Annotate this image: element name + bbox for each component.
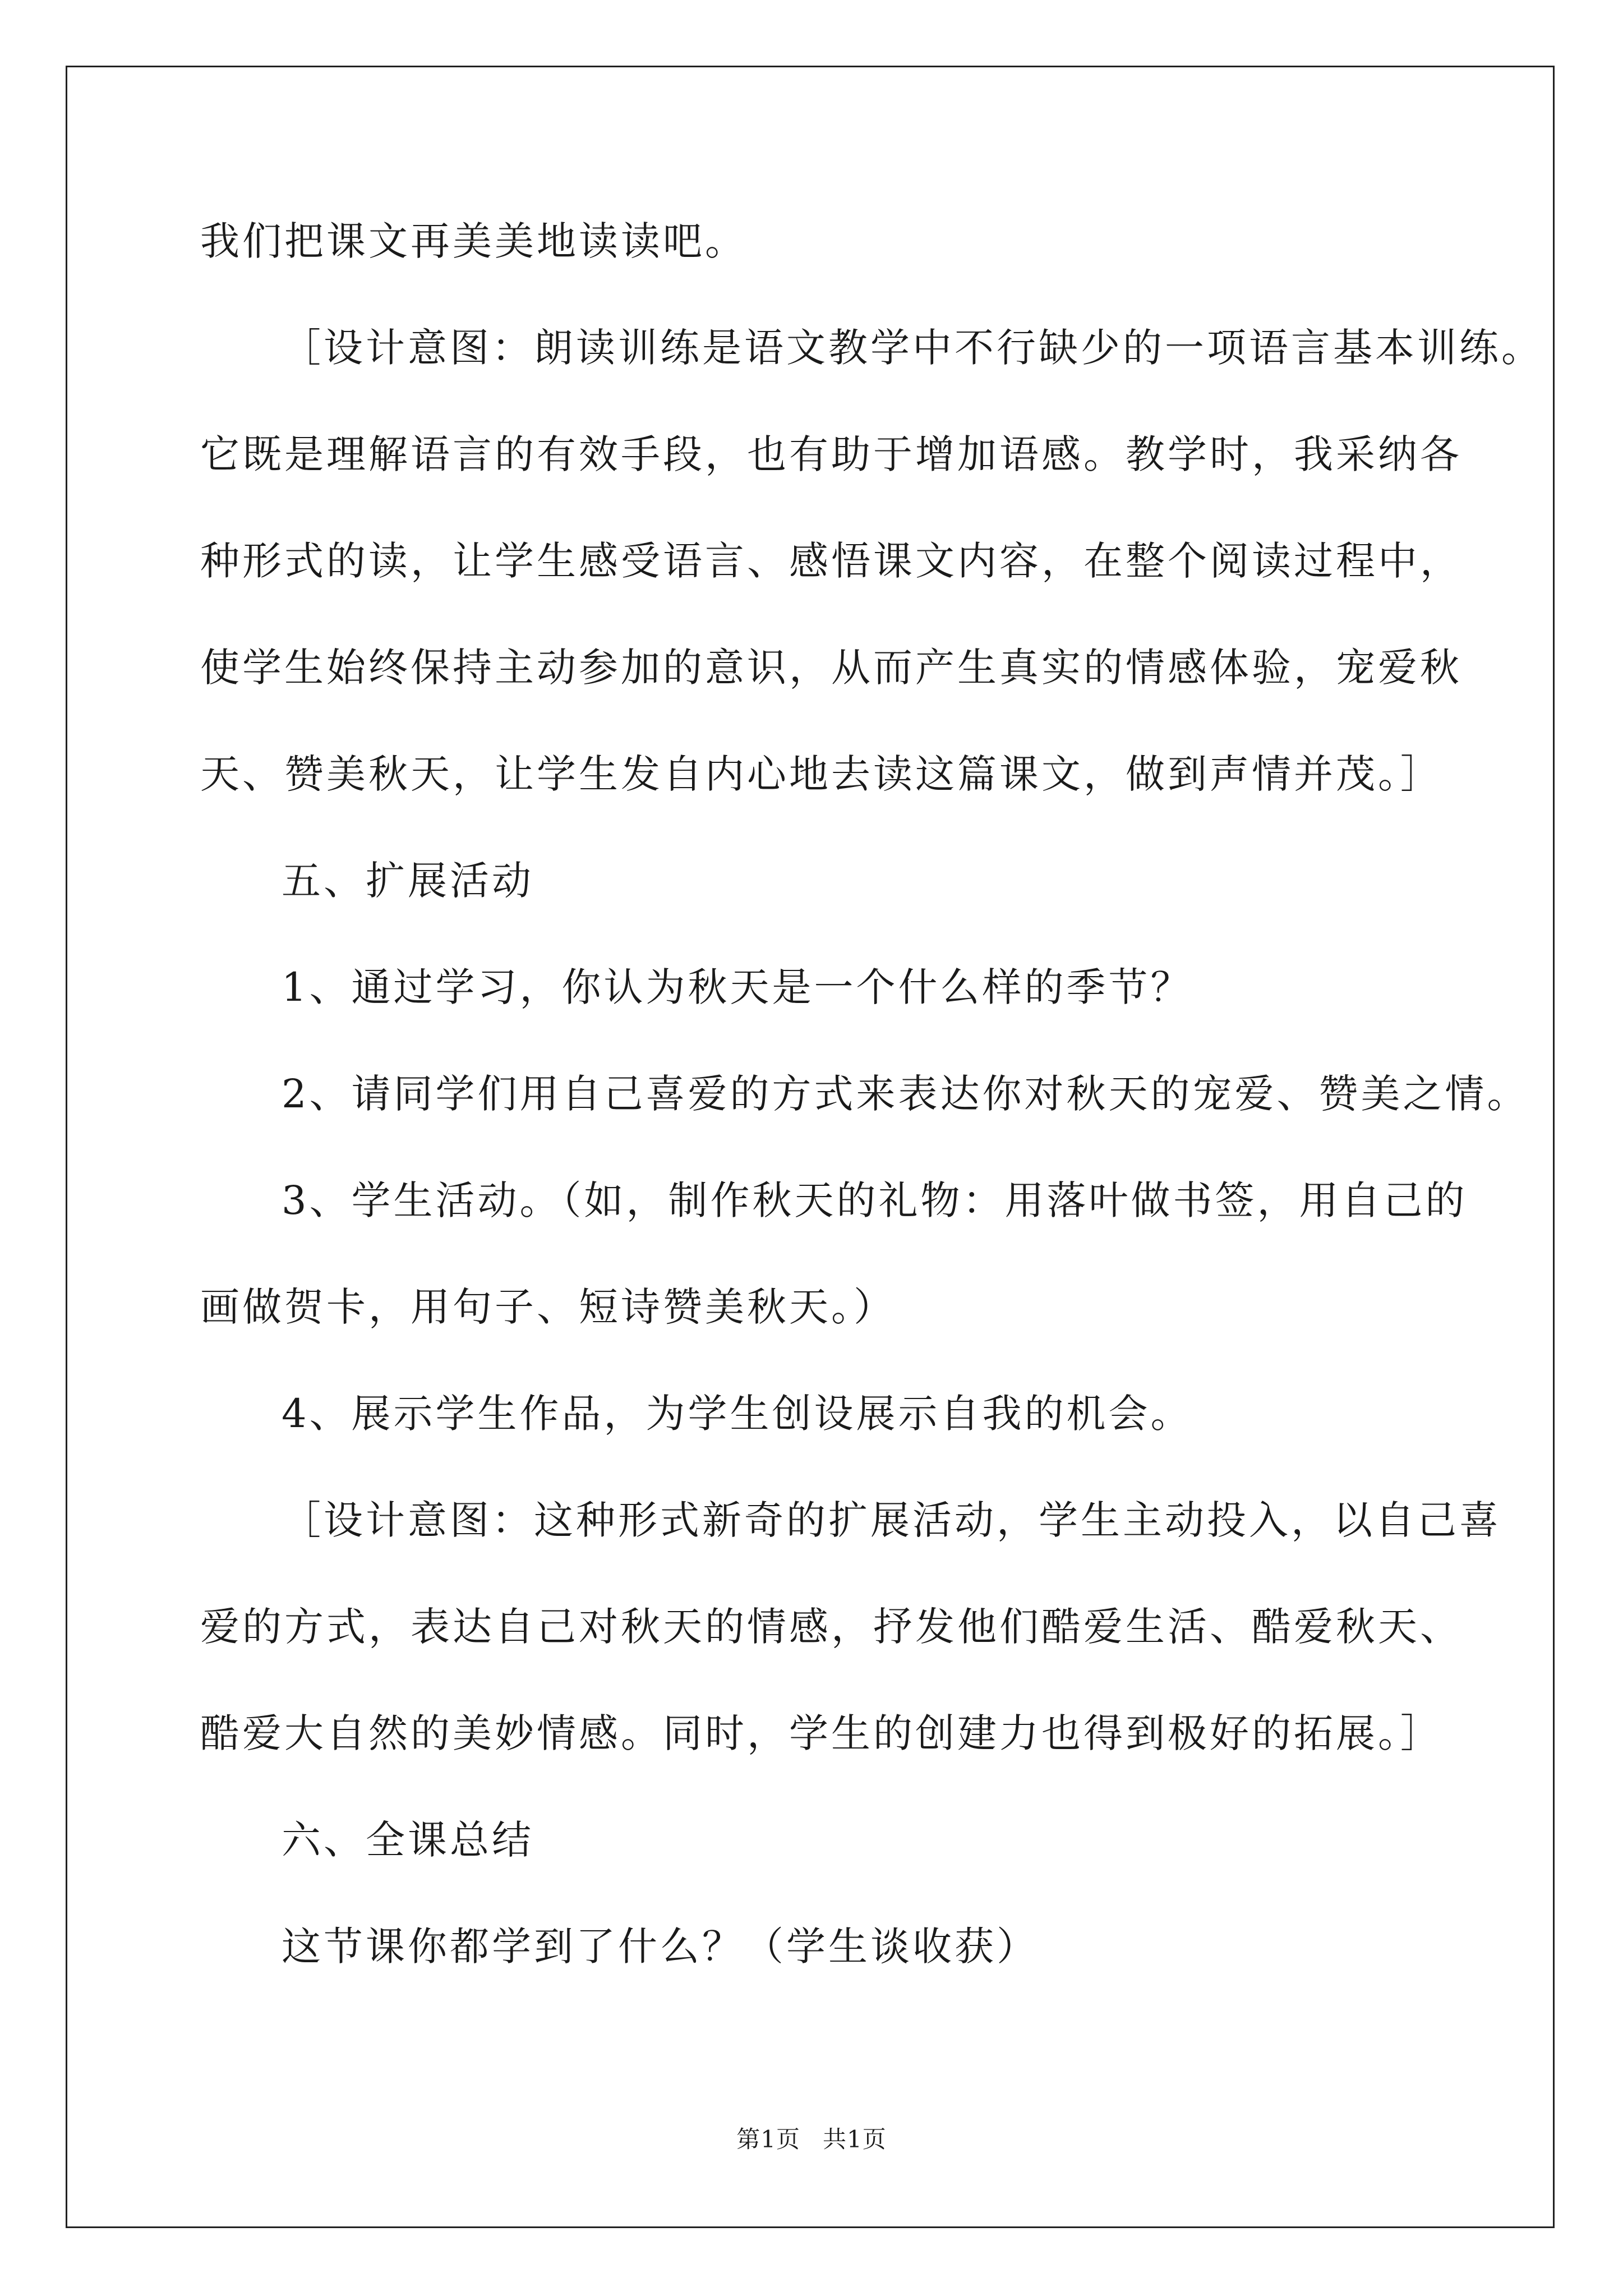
body-line-11: 画做贺卡，用句子、短诗赞美秋天。） — [200, 1284, 896, 1330]
page-border — [66, 66, 1555, 2228]
body-line-2: ［设计意图：朗读训练是语文教学中不行缺少的一项语言基本训练。 — [282, 325, 1543, 371]
page-number: 第1页 — [736, 2125, 800, 2153]
body-line-8: 1、通过学习，你认为秋天是一个什么样的季节？ — [282, 964, 1193, 1010]
body-line-14: 爱的方式，表达自己对秋天的情感，抒发他们酷爱生活、酷爱秋天、 — [200, 1604, 1462, 1650]
body-line-12: 4、展示学生作品，为学生创设展示自我的机会。 — [282, 1391, 1193, 1437]
body-line-3: 它既是理解语言的有效手段，也有助于增加语感。教学时，我采纳各 — [200, 431, 1462, 477]
section-heading-6: 六、全课总结 — [282, 1817, 534, 1863]
body-line-4: 种形式的读，让学生感受语言、感悟课文内容，在整个阅读过程中， — [200, 538, 1462, 584]
body-line-10: 3、学生活动。（如，制作秋天的礼物：用落叶做书签，用自己的 — [282, 1177, 1468, 1223]
page-footer — [0, 2125, 1623, 2153]
body-line-1: 我们把课文再美美地读读吧。 — [200, 218, 747, 264]
body-line-13: ［设计意图：这种形式新奇的扩展活动，学生主动投入，以自己喜 — [282, 1497, 1501, 1543]
body-line-9: 2、请同学们用自己喜爱的方式来表达你对秋天的宠爱、赞美之情。 — [282, 1071, 1529, 1117]
section-heading-5: 五、扩展活动 — [282, 858, 534, 904]
body-line-5: 使学生始终保持主动参加的意识，从而产生真实的情感体验，宠爱秋 — [200, 645, 1462, 691]
body-line-17: 这节课你都学到了什么？（学生谈收获） — [282, 1924, 1039, 1970]
body-line-15: 酷爱大自然的美妙情感。同时，学生的创建力也得到极好的拓展。］ — [200, 1710, 1442, 1756]
body-line-6: 天、赞美秋天，让学生发自内心地去读这篇课文，做到声情并茂。］ — [200, 751, 1442, 797]
page-total: 共1页 — [823, 2125, 887, 2153]
